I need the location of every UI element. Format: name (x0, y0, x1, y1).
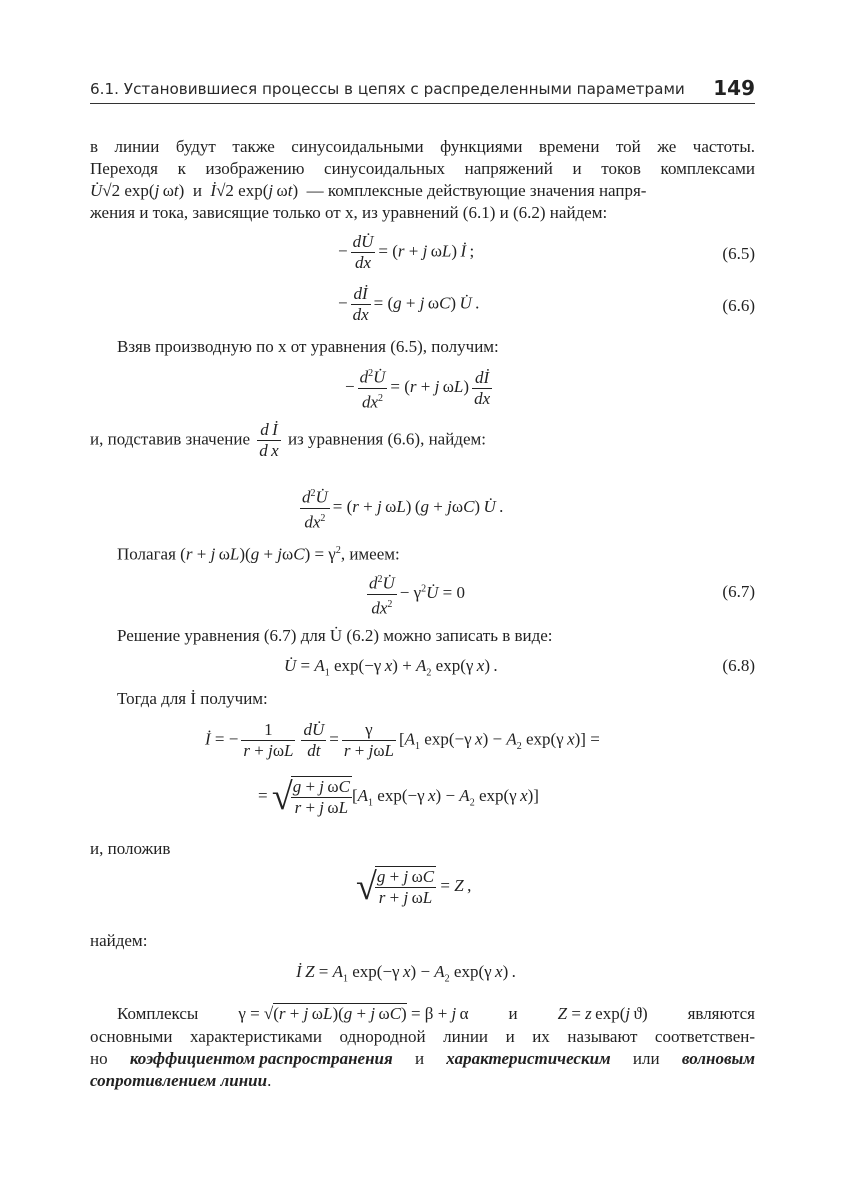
z-definition: Z = z exp(j ϑ) (557, 1004, 648, 1023)
equation-impedance: √ $\frac{\text{g + j ωC}}{\text{r + j ωL}}$ = Z , (356, 866, 472, 908)
section-title: 6.1. Установившиеся процессы в цепях с распределенными параметрами (90, 80, 685, 98)
term-wave: волновым (681, 1049, 755, 1068)
final-and: и (414, 1049, 425, 1068)
equation-number-6-6: (6.6) (722, 296, 755, 315)
substitute-pre: и, подставив значение (90, 429, 250, 449)
final-line2: основными характеристиками однородной линии и их называют соответствен- (90, 1027, 755, 1046)
final-line3-pre: но (90, 1049, 108, 1068)
final-line4 (90, 1070, 271, 1092)
equation-current-2: = √ $\frac{\text{g + j ωC}}{\text{r + j ωL}}$ [$A_1$ exp(−γ $x) - A_2$ exp(γ x)] (258, 776, 539, 818)
equation-6-8: U̇ = $A_1$ exp(−γ $x) + A_2$ exp(γ x) . (284, 656, 498, 679)
final-line3 (90, 1048, 755, 1070)
equation-6-5: − $\frac{dU̇}{dx}$ = (r + j ωL) İ ; (338, 232, 475, 272)
para1-line3: U̇√2 exp(j ωt) и İ√2 exp(j ωt) — комплексные действующие значения напря- (90, 181, 647, 200)
equation-substituted: $\frac{d^2U̇}{dx^2}$ = (r + j ωL) (g + jωC) U̇ . (297, 484, 503, 532)
page-number: 149 (713, 76, 755, 100)
term-characteristic: характеристическим (446, 1049, 611, 1068)
equation-second-derivative: − $\frac{d^2U̇}{dx^2}$ = (r + j ωL) $\frac{dİ}{dx}$ (345, 364, 495, 412)
final-line1: Комплексы γ = √(r + j ωL)(g + j ωC) = β + j α и Z = z exp(j ϑ) являются (117, 1004, 755, 1023)
equation-number-6-8: (6.8) (722, 656, 755, 675)
para1-line3-tail: — комплексные действующие значения напря- (306, 181, 647, 200)
equation-number-6-7: (6.7) (722, 582, 755, 601)
substitute-sentence: и, подставив значение $\frac{\text{d İ}}{\text{d x}}$ из уравнения (6.6), найдем: (90, 420, 486, 460)
term-line-impedance: сопротивлением линии (90, 1071, 268, 1090)
setting-sentence: и, положив (90, 839, 171, 858)
para1-line2: Переходя к изображению синусоидальных напряжений и токов комплексами (90, 159, 755, 178)
then-sentence: Тогда для İ получим: (117, 689, 268, 708)
derivative-sentence: Взяв производную по x от уравнения (6.5), получим: (117, 337, 499, 356)
complex-current-expr: İ√2 exp(j ωt) (210, 181, 299, 200)
substitute-post: из уравнения (6.6), найдем: (287, 429, 486, 449)
equation-iz: İ $Z = A_1$ exp(−γ $x) - A_2$ exp(γ x) . (296, 962, 516, 985)
equation-6-7: $\frac{d^2U̇}{dx^2}$ − $\gamma^2U̇ = 0$ (364, 570, 465, 618)
assume-post: , имеем: (340, 544, 400, 564)
equation-current-1: İ = − $\frac{1}{\text{r + jωL}}$ $\frac{dU̇}{dt}$ = $\frac{\gamma}{\text{r + jωL}}$ [$A_1$ exp(−γ $x) - A_2$ exp(γ x)] = (205, 720, 600, 760)
complex-voltage-expr: U̇√2 exp(j ωt) (90, 181, 185, 200)
assume-pre: Полагая (117, 544, 176, 564)
term-propagation-coefficient: коэффициентом распространения (129, 1049, 393, 1068)
para1-line4: жения и тока, зависящие только от x, из уравнений (6.1) и (6.2) найдем: (90, 203, 608, 222)
final-lead: Комплексы (117, 1004, 199, 1023)
final-end: . (267, 1071, 272, 1090)
solution-sentence: Решение уравнения (6.7) для U̇ (6.2) можно записать в виде: (117, 626, 553, 645)
final-or: или (632, 1049, 660, 1068)
gamma-definition: γ = √(r + j ωL)(g + j ωC) = β + j α (238, 1004, 469, 1023)
para1-line1: в линии будут также синусоидальными функциями времени той же частоты. (90, 137, 755, 156)
find-sentence: найдем: (90, 931, 148, 950)
assume-sentence: Полагая (r + j $\omega L)(g + j\omega C) = \gamma^2$, имеем: (117, 544, 400, 564)
running-header (90, 77, 755, 104)
equation-number-6-5: (6.5) (722, 244, 755, 263)
final-mid: являются (687, 1004, 755, 1023)
equation-6-6: − $\frac{dİ}{dx}$ = (g + j ωC) U̇ . (338, 284, 480, 324)
